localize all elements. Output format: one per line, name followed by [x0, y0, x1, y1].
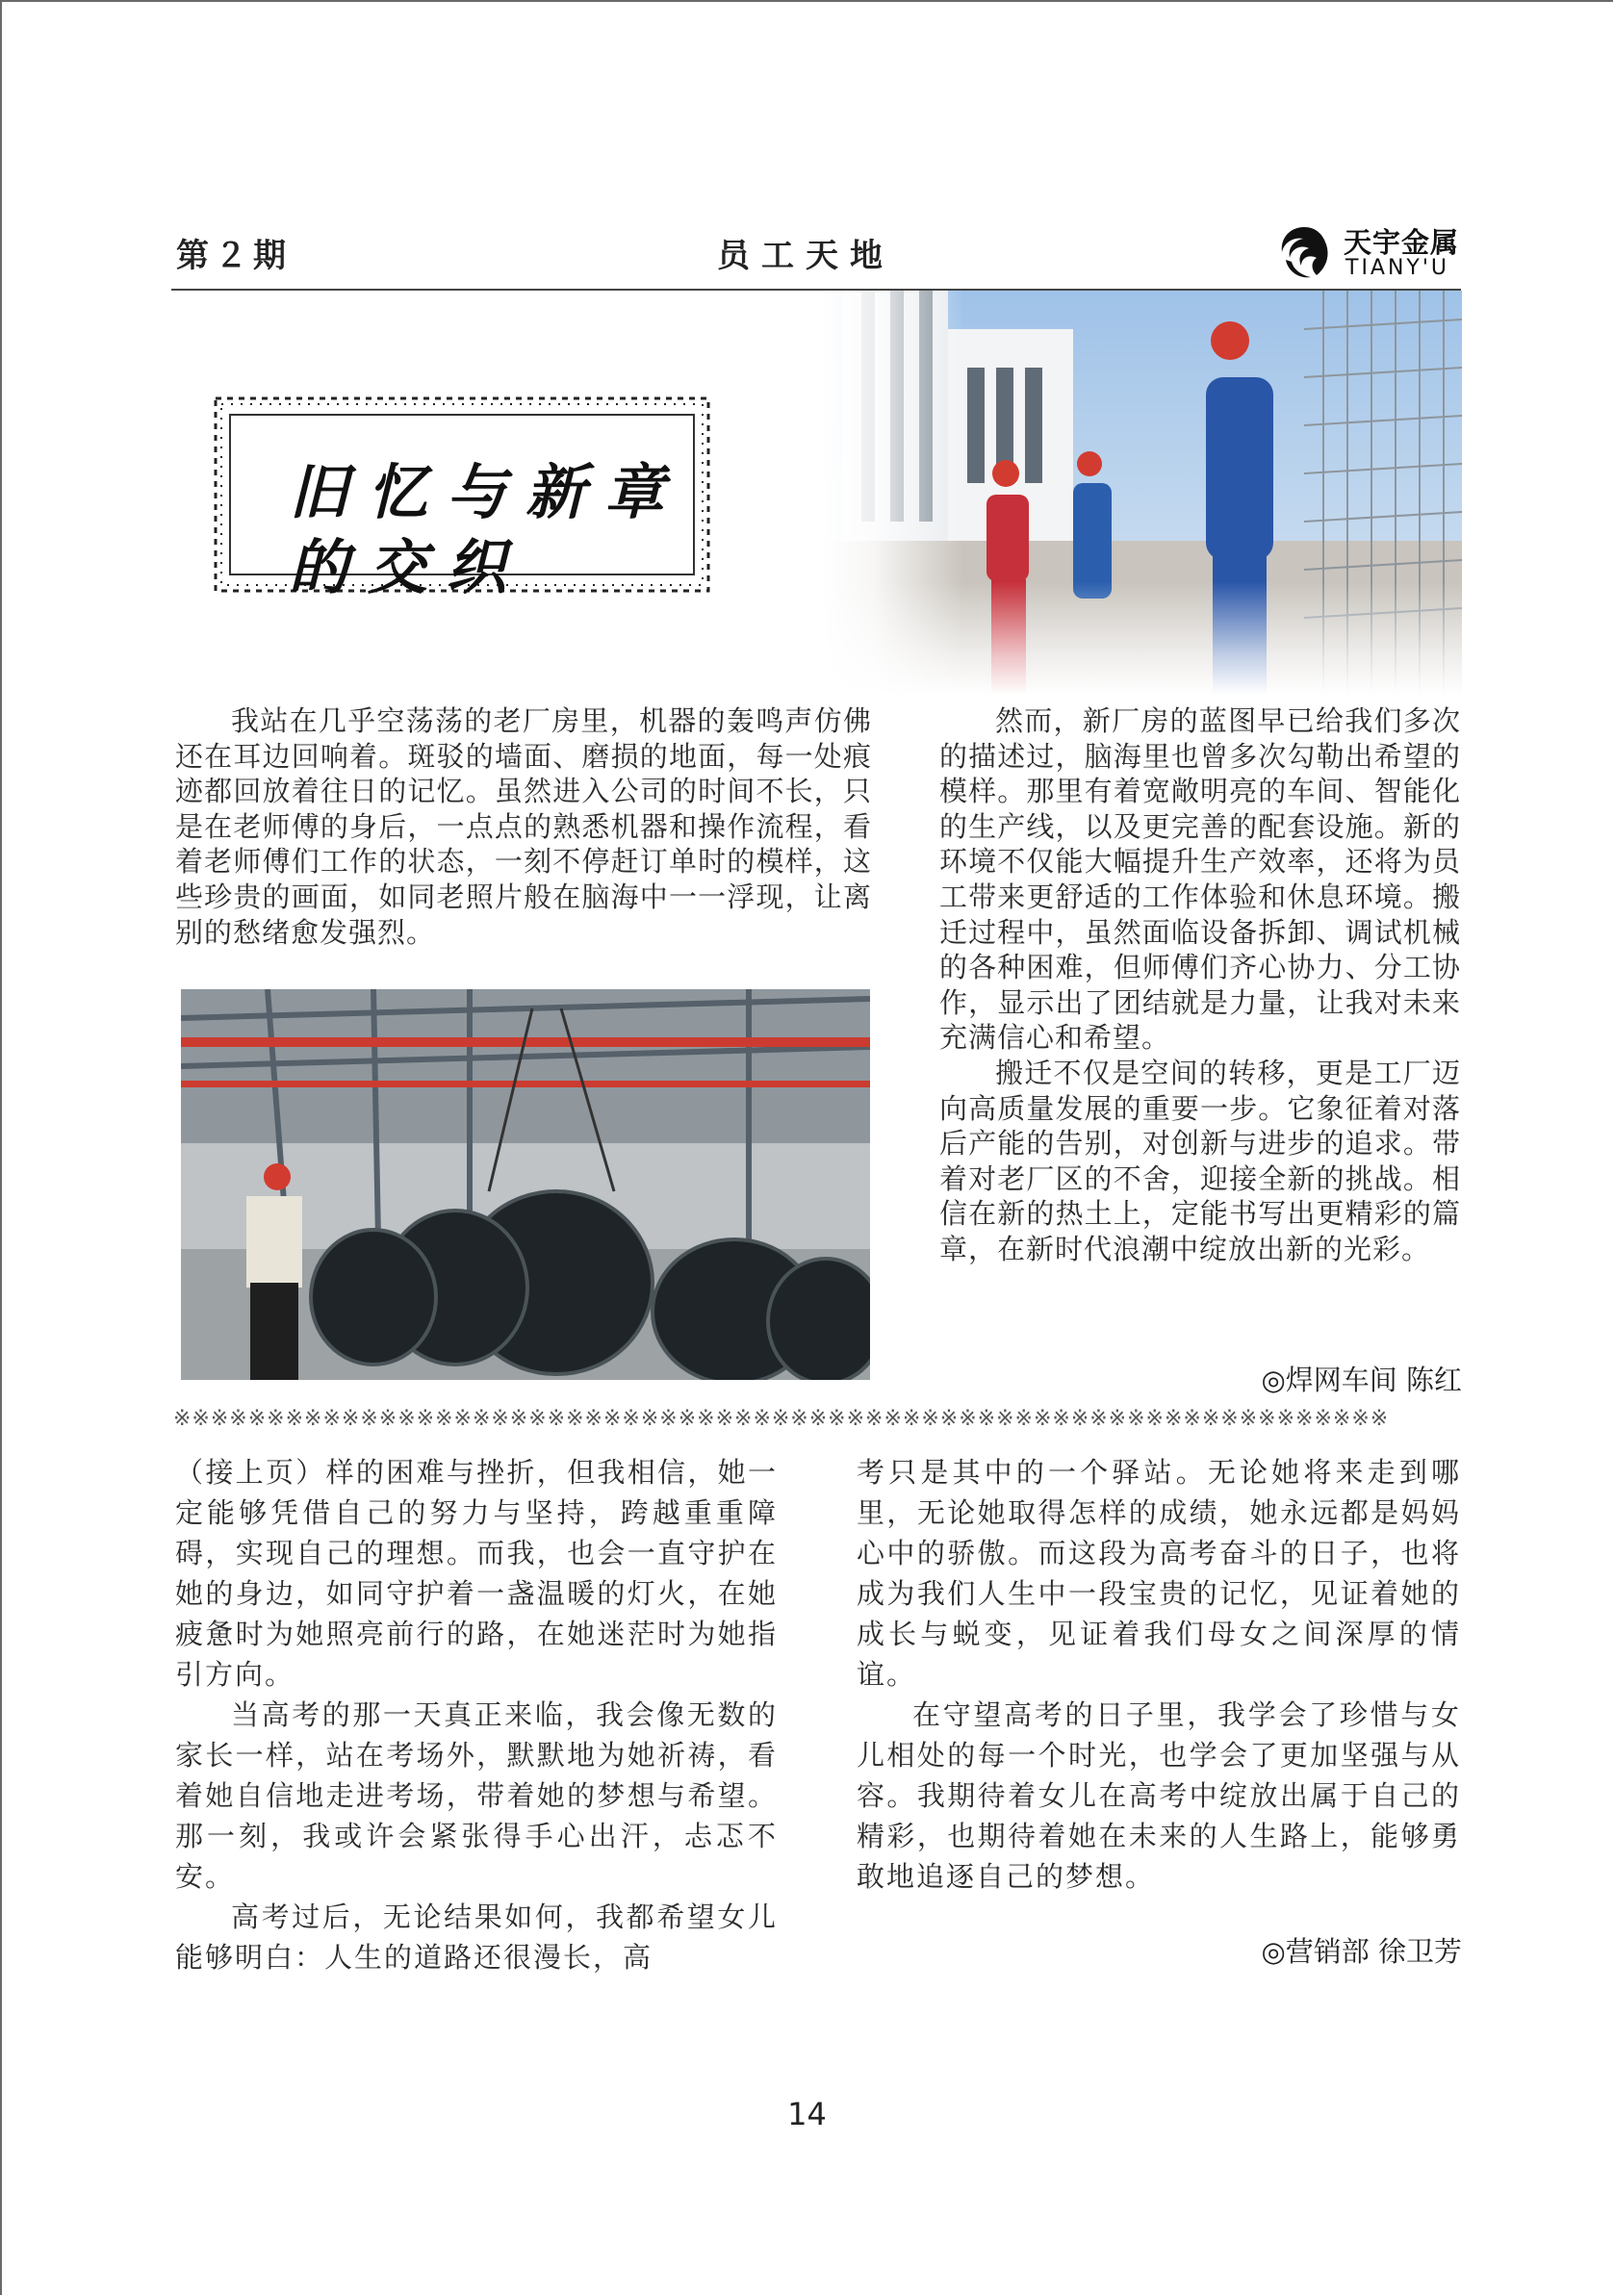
photo-steel-coils: [181, 989, 870, 1380]
section-title: 员工天地: [717, 237, 894, 275]
article-title-box: [210, 393, 714, 602]
article2-left-paragraph-1: （接上页）样的困难与挫折，但我相信，她一定能够凭借自己的努力与坚持，跨越重重障碍，实现自己的理想。而我，也会一直守护在她的身边，如同守护着一盏温暖的灯火，在她疲惫时为她照亮前行的路，在她迷茫时为她指引方向。: [175, 1456, 778, 1691]
article2-right-column: [857, 1452, 1461, 1897]
hero-photo-workers: [823, 291, 1462, 695]
article2-right-paragraph-1: 考只是其中的一个驿站。无论她将来走到哪里，无论她取得怎样的成绩，她永远都是妈妈心中的骄傲。而这段为高考奋斗的日子，也将成为我们人生中一段宝贵的记忆，见证着她的成长与蜕变，见证着我们母女之间深厚的情谊。: [857, 1456, 1461, 1691]
company-logo: [1272, 221, 1465, 289]
swirl-logo-icon: [1272, 221, 1336, 285]
page-number: 14: [787, 2096, 827, 2132]
article1-right-paragraph-2: 搬迁不仅是空间的转移，更是工厂迈向高质量发展的重要一步。它象征着对落后产能的告别，对创新与进步的追求。带着对老厂区的不舍，迎接全新的挑战。相信在新的热土上，定能书写出更精彩的篇章，在新时代浪潮中绽放出新的光彩。: [939, 1056, 1461, 1265]
article1-left-paragraph-1: 我站在几乎空荡荡的老厂房里，机器的轰鸣声仿佛还在耳边回响着。斑驳的墙面、磨损的地面，每一处痕迹都回放着往日的记忆。虽然进入公司的时间不长，只是在老师傅的身后，一点点的熟悉机器和操作流程，看着老师傅们工作的状态，一刻不停赶订单时的模样，这些珍贵的画面，如同老照片般在脑海中一一浮现，让离别的愁绪愈发强烈。: [175, 704, 872, 949]
article2-left-paragraph-3: 高考过后，无论结果如何，我都希望女儿能够明白：人生的道路还很漫长，高: [175, 1901, 778, 1974]
logo-english-text: TIANY'U: [1345, 256, 1450, 280]
article2-byline: ◎营销部 徐卫芳: [1261, 1935, 1462, 1968]
article2-right-paragraph-2: 在守望高考的日子里，我学会了珍惜与女儿相处的每一个时光，也学会了更加坚强与从容。我期待着女儿在高考中绽放出属于自己的精彩，也期待着她在未来的人生路上，能够勇敢地追逐自己的梦想。: [857, 1698, 1461, 1893]
article1-right-paragraph-1: 然而，新厂房的蓝图早已给我们多次的描述过，脑海里也曾多次勾勒出希望的模样。那里有着宽敞明亮的车间、智能化的生产线，以及更完善的配套设施。新的环境不仅能大幅提升生产效率，还将为员工带来更舒适的工作体验和休息环境。搬迁过程中，虽然面临设备拆卸、调试机械的各种困难，但师傅们齐心协力、分工协作，显示出了团结就是力量，让我对未来充满信心和希望。: [939, 704, 1461, 1055]
article-title-line-2: 的交织: [289, 532, 526, 602]
issue-label: 第２期: [176, 237, 292, 275]
article-title-line-1: 旧忆与新章: [289, 457, 684, 527]
article2-left-column: [175, 1452, 778, 1977]
article2-left-paragraph-2: 当高考的那一天真正来临，我会像无数的家长一样，站在考场外，默默地为她祈祷，看着她自信地走进考场，带着她的梦想与希望。那一刻，我或许会紧张得手心出汗，忐忑不安。: [175, 1698, 778, 1893]
article1-byline: ◎焊网车间 陈红: [1261, 1364, 1462, 1396]
article1-right-column: [939, 703, 1461, 1267]
logo-chinese-text: 天宇金属: [1344, 226, 1460, 259]
article1-left-column: [175, 703, 872, 950]
section-divider: ※※※※※※※※※※※※※※※※※※※※※※※※※※※※※※※※※※※※※※※※※※※※※※※※※※※※※※※※※※※※※※※※※: [173, 1407, 1390, 1431]
